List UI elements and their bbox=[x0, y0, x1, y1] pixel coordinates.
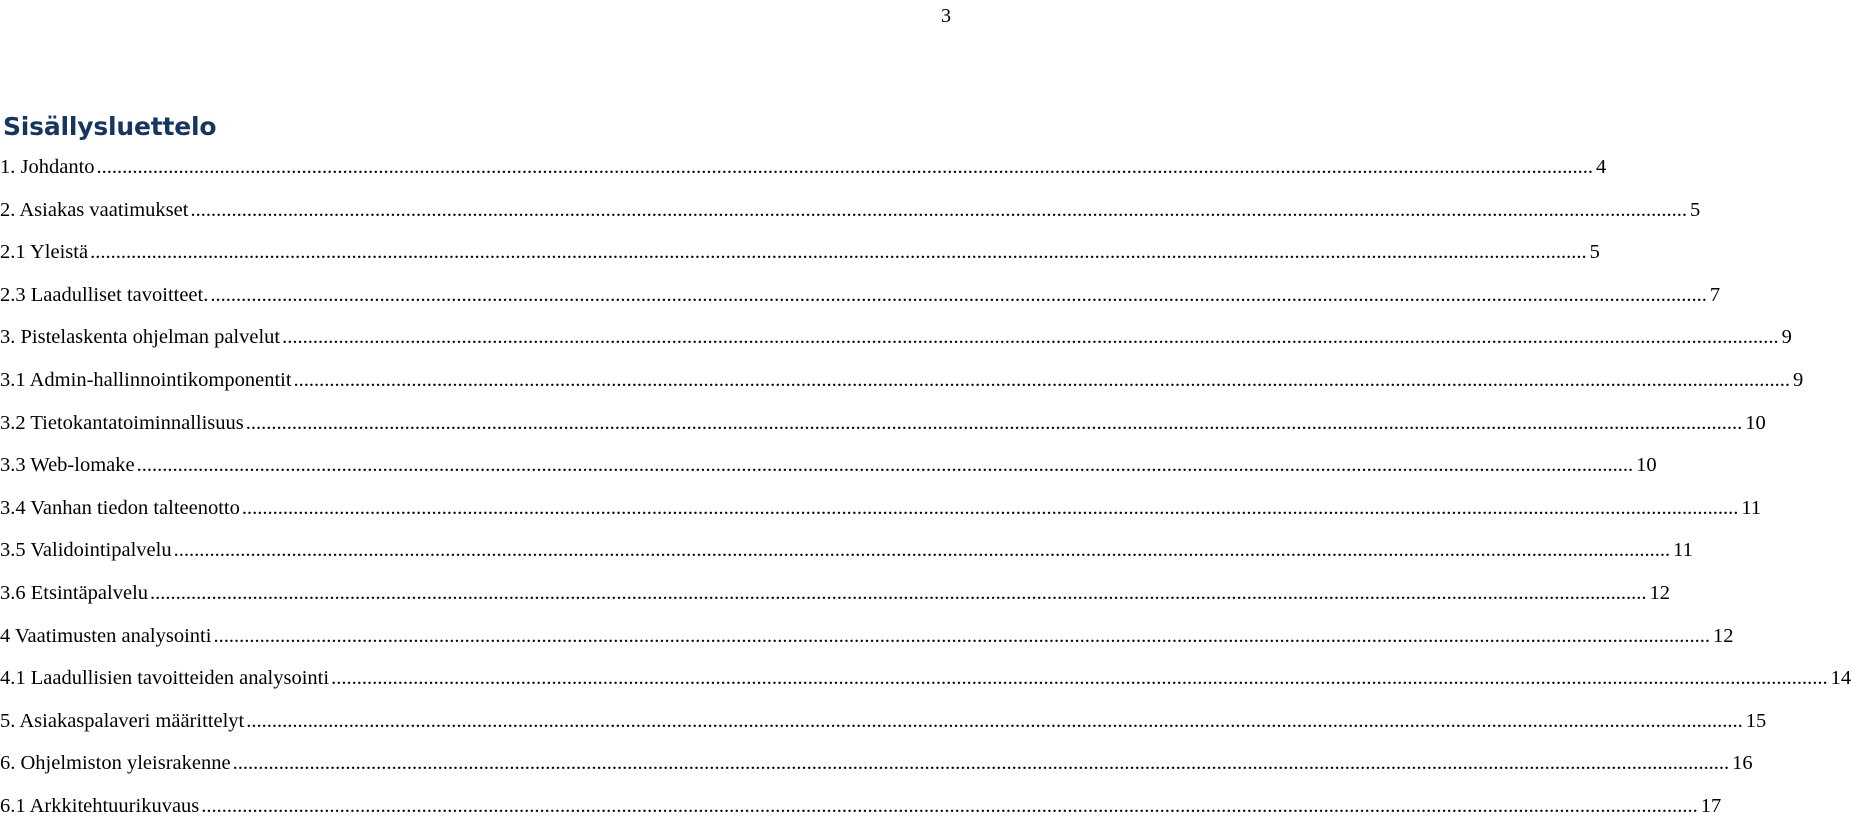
toc-entry-label: 3. Pistelaskenta ohjelman palvelut bbox=[0, 326, 281, 349]
dot-leader bbox=[150, 572, 1647, 615]
toc-entry-page: 9 bbox=[1793, 368, 1804, 391]
dot-leader bbox=[213, 615, 1710, 658]
toc-entry[interactable] bbox=[0, 189, 1701, 232]
toc-entry-label: 4.1 Laadullisien tavoitteiden analysointi bbox=[0, 667, 330, 690]
dot-leader bbox=[190, 189, 1687, 232]
toc-entry[interactable] bbox=[0, 359, 1804, 402]
toc-entry-label: 5. Asiakaspalaveri määrittelyt bbox=[0, 709, 245, 732]
toc-entry-label: 2. Asiakas vaatimukset bbox=[0, 198, 189, 221]
toc-entry[interactable] bbox=[0, 316, 1792, 359]
toc-entry-page: 12 bbox=[1712, 624, 1734, 647]
dot-leader bbox=[246, 700, 1743, 743]
toc-entry[interactable] bbox=[0, 487, 1762, 530]
toc-entry-page: 10 bbox=[1745, 411, 1766, 434]
dot-leader bbox=[233, 742, 1730, 785]
toc-entry-page: 11 bbox=[1741, 496, 1762, 519]
toc-entry-page: 17 bbox=[1700, 794, 1722, 817]
toc-entry[interactable] bbox=[0, 785, 1722, 828]
dot-leader bbox=[174, 529, 1671, 572]
toc-entry-label: 3.4 Vanhan tiedon talteenotto bbox=[0, 496, 240, 519]
toc-entry-page: 4 bbox=[1596, 156, 1607, 178]
toc-entry-label: 2.3 Laadulliset tavoitteet. bbox=[0, 283, 209, 306]
toc-entry-label: 2.1 Yleistä bbox=[0, 241, 89, 264]
toc-entry-page: 5 bbox=[1689, 198, 1701, 221]
toc-entry[interactable] bbox=[0, 742, 1753, 785]
toc-entry-label: 4 Vaatimusten analysointi bbox=[0, 624, 212, 647]
dot-leader bbox=[97, 146, 1594, 189]
dot-leader bbox=[282, 316, 1779, 359]
dot-leader bbox=[137, 444, 1634, 487]
toc-entry-page: 12 bbox=[1649, 581, 1671, 604]
dot-leader bbox=[331, 657, 1828, 700]
dot-leader bbox=[210, 274, 1707, 317]
toc-entry-page: 5 bbox=[1589, 241, 1600, 264]
toc-entry-page: 10 bbox=[1636, 454, 1657, 477]
toc-entry[interactable] bbox=[0, 231, 1600, 274]
dot-leader bbox=[201, 785, 1698, 828]
toc-entry[interactable] bbox=[0, 274, 1721, 317]
toc-entry[interactable] bbox=[0, 572, 1671, 615]
toc-entry[interactable] bbox=[0, 402, 1766, 445]
toc-entry-page: 16 bbox=[1732, 752, 1753, 775]
dot-leader bbox=[246, 402, 1743, 445]
toc-entry-page: 9 bbox=[1781, 326, 1792, 349]
page-number: 3 bbox=[941, 5, 951, 27]
toc-entry-label: 3.1 Admin-hallinnointikomponentit bbox=[0, 368, 292, 391]
toc-entry[interactable] bbox=[0, 146, 1607, 189]
toc-entry-page: 11 bbox=[1673, 539, 1693, 562]
toc-entry-label: 3.2 Tietokantatoiminnallisuus bbox=[0, 411, 244, 434]
dot-leader bbox=[242, 487, 1739, 530]
toc-entry-page: 15 bbox=[1745, 709, 1767, 732]
toc-entry-label: 6.1 Arkkitehtuurikuvaus bbox=[0, 794, 200, 817]
toc-title: Sisällysluettelo bbox=[3, 112, 217, 141]
toc-entry[interactable] bbox=[0, 700, 1767, 743]
toc-entry[interactable] bbox=[0, 529, 1693, 572]
toc-entry-label: 6. Ohjelmiston yleisrakenne bbox=[0, 752, 231, 775]
toc-entry[interactable] bbox=[0, 615, 1734, 658]
toc-entry-page: 7 bbox=[1709, 283, 1721, 306]
dot-leader bbox=[294, 359, 1791, 402]
table-of-contents bbox=[0, 146, 1851, 828]
dot-leader bbox=[90, 231, 1587, 274]
toc-entry[interactable] bbox=[0, 444, 1657, 487]
toc-entry-label: 3.6 Etsintäpalvelu bbox=[0, 581, 149, 604]
toc-entry-label: 3.3 Web-lomake bbox=[0, 454, 135, 477]
toc-entry-label: 3.5 Validointipalvelu bbox=[0, 539, 172, 562]
toc-entry-page: 14 bbox=[1830, 667, 1851, 690]
toc-entry-label: 1. Johdanto bbox=[0, 156, 95, 178]
toc-entry[interactable] bbox=[0, 657, 1851, 700]
